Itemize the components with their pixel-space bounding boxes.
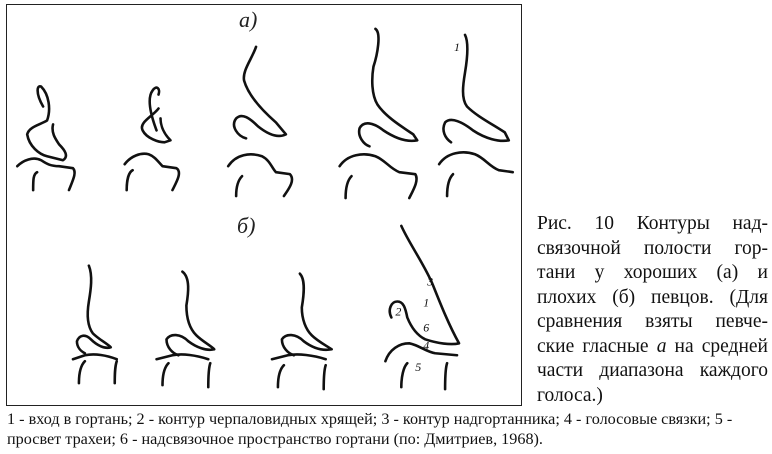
contour-a5 — [439, 35, 513, 196]
contour-a1 — [17, 86, 74, 190]
contour-b3 — [272, 274, 332, 389]
contour-a2 — [125, 88, 179, 190]
contour-a3 — [228, 47, 292, 196]
panel-label-a: а) — [239, 7, 258, 32]
part-number-1: 1 — [423, 295, 430, 310]
larynx-contours-drawing — [7, 5, 521, 405]
caption-text-start: Рис. 10 Контуры над-связочной полости гор-тани у хороших (а) и плохих (б) певцов. (Для сравнения взяты певче-ские гласные — [537, 213, 768, 357]
figure-caption — [537, 212, 768, 408]
contour-b1 — [73, 266, 117, 383]
contour-b4 — [385, 226, 459, 389]
part-number-4: 4 — [423, 338, 430, 353]
contour-a4 — [340, 29, 418, 198]
caption-vowel: а — [656, 335, 667, 357]
part-number-6: 6 — [423, 320, 430, 335]
part-number-2: 2 — [395, 304, 402, 319]
panel-label-b: б) — [237, 213, 256, 238]
figure-frame — [6, 4, 522, 406]
contour-b2 — [157, 272, 215, 387]
part-number-3: 3 — [427, 274, 434, 289]
figure-legend: 1 - вход в гортань; 2 - контур черпаловидных хрящей; 3 - контур надгортанника; 4 - голосовые связки; 5 - просвет трахеи; 6 - надсвязочное пространство гортани (по: Дмитриев, 1968). — [7, 410, 733, 448]
caption-text-end: на средней части диапазона каждого голоса.) — [537, 335, 768, 406]
part-number-5: 5 — [415, 360, 422, 375]
part-number-1-a: 1 — [454, 39, 461, 54]
